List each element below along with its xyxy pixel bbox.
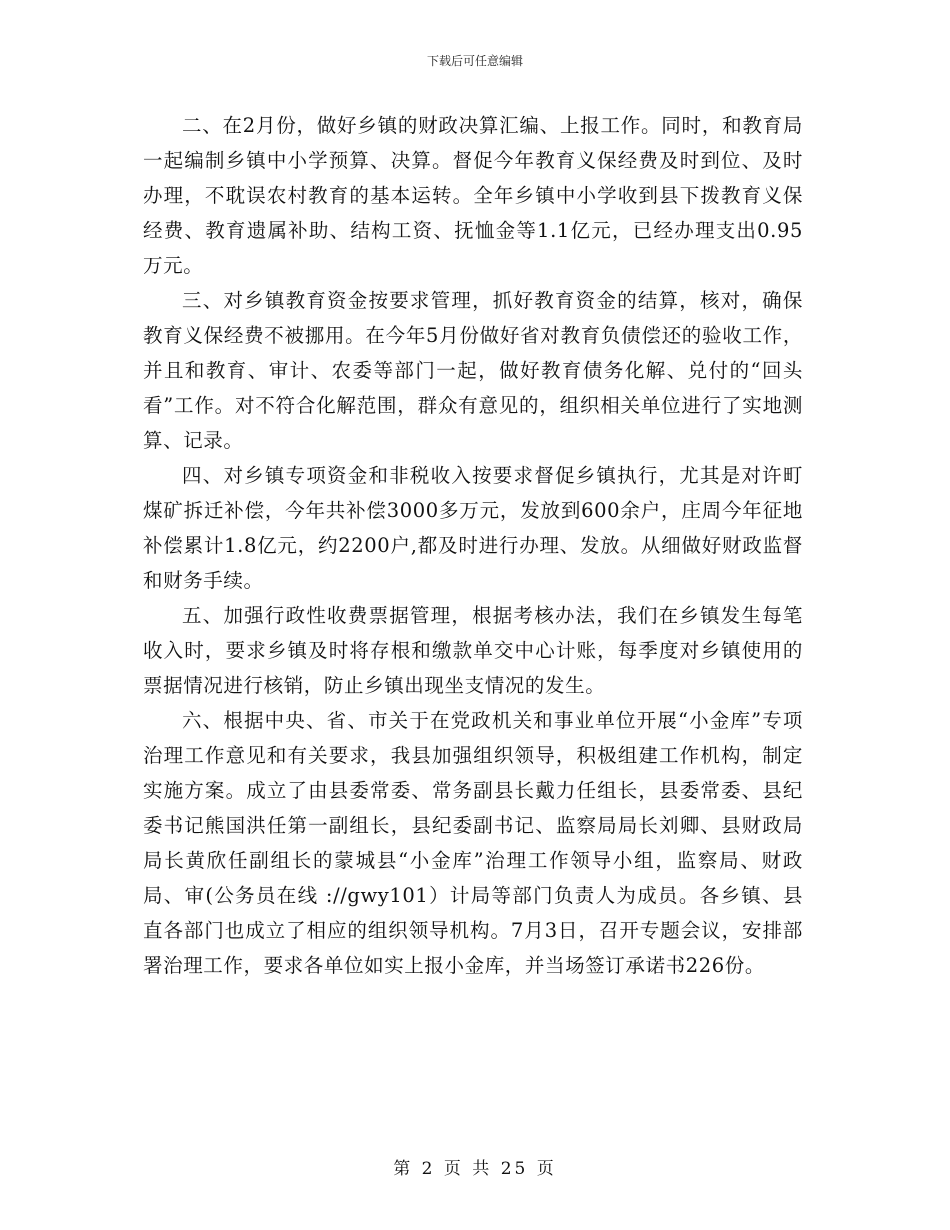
document-body — [143, 108, 803, 983]
paragraph-6: 六、根据中央、省、市关于在党政机关和事业单位开展“小金库”专项治理工作意见和有关要求，我县加强组织领导，积极组建工作机构，制定实施方案。成立了由县委常委、常务副县长戴力任组长，县委常委、县纪委书记熊国洪任第一副组长，县纪委副书记、监察局局长刘卿、县财政局局长黄欣任副组长的蒙城县“小金库”治理工作领导小组，监察局、财政局、审(公务员在线 ://gwy101）计局等部门负责人为成员。各乡镇、县直各部门也成立了相应的组织领导机构。7月3日，召开专题会议，安排部署治理工作，要求各单位如实上报小金库，并当场签订承诺书226份。 — [143, 709, 803, 977]
paragraph-3: 三、对乡镇教育资金按要求管理，抓好教育资金的结算，核对，确保教育义保经费不被挪用。在今年5月份做好省对教育负债偿还的验收工作，并且和教育、审计、农委等部门一起，做好教育债务化解、兑付的“回头看”工作。对不符合化解范围，群众有意见的，组织相关单位进行了实地测算、记录。 — [143, 289, 803, 452]
paragraph-5: 五、加强行政性收费票据管理，根据考核办法，我们在乡镇发生每笔收入时，要求乡镇及时将存根和缴款单交中心计账，每季度对乡镇使用的票据情况进行核销，防止乡镇出现坐支情况的发生。 — [143, 604, 803, 697]
page-header-note: 下载后可任意编辑 — [426, 54, 523, 68]
paragraph-4: 四、对乡镇专项资金和非税收入按要求督促乡镇执行，尤其是对许町煤矿拆迁补偿，今年共补偿3000多万元，发放到600余户，庄周今年征地补偿累计1.8亿元，约2200户,都及时进行办理、发放。从细做好财政监督和财务手续。 — [143, 464, 803, 592]
paragraph-2: 二、在2月份，做好乡镇的财政决算汇编、上报工作。同时，和教育局一起编制乡镇中小学预算、决算。督促今年教育义保经费及时到位、及时办理，不耽误农村教育的基本运转。全年乡镇中小学收到县下拨教育义保经费、教育遗属补助、结构工资、抚恤金等1.1亿元，已经办理支出0.95万元。 — [143, 114, 803, 277]
page-number-footer: 第 2 页 共 25 页 — [393, 1159, 557, 1179]
